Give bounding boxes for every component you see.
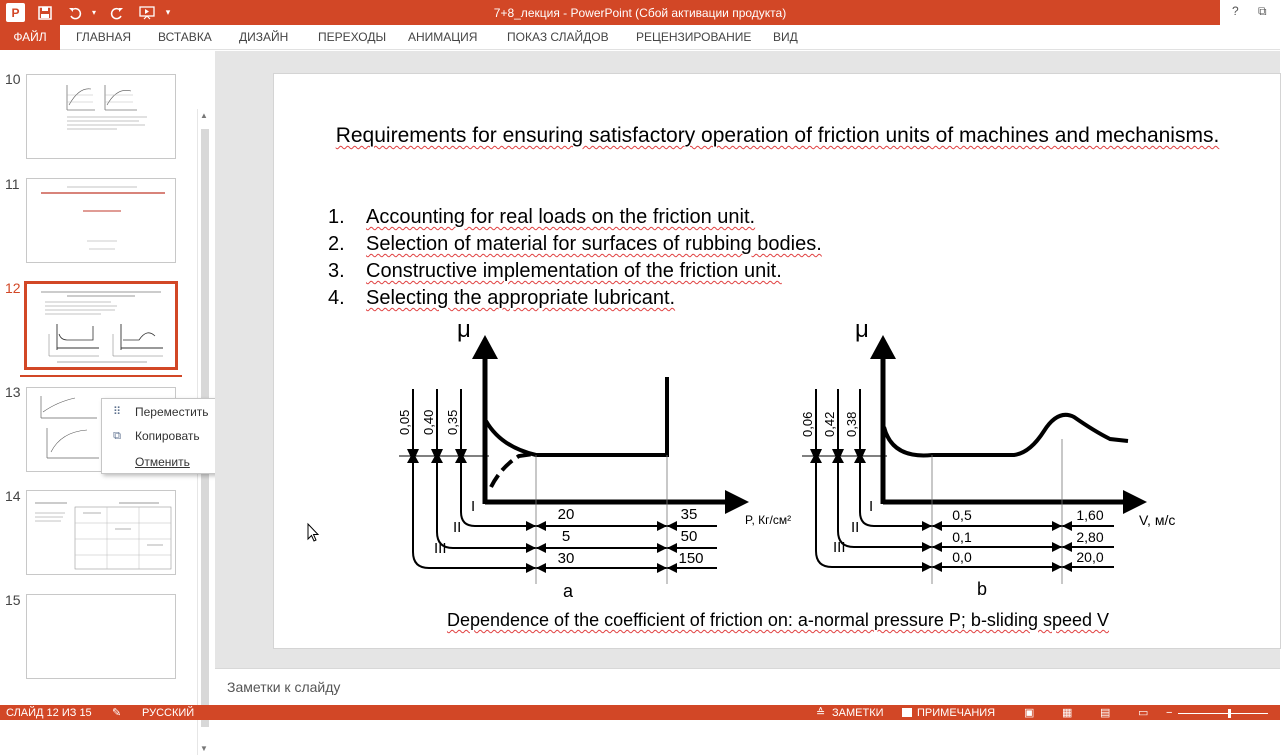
notes-pane[interactable] xyxy=(215,668,1280,705)
slide-number-selected: 12 xyxy=(5,280,21,296)
y-axis-label: μ xyxy=(855,316,869,343)
range-value: 0,1 xyxy=(952,529,972,545)
list-item: 4. Selecting the appropriate lubricant. xyxy=(328,287,676,309)
slide-show-icon[interactable]: ▭ xyxy=(1138,707,1149,719)
tab-animations[interactable]: АНИМАЦИЯ xyxy=(408,30,478,44)
comments-icon[interactable] xyxy=(902,708,912,717)
language-indicator[interactable]: РУССКИЙ xyxy=(142,707,195,719)
figure-caption[interactable]: Dependence of the coefficient of friction on: a-normal pressure P; b-sliding speed V xyxy=(446,610,1110,630)
tab-slide-show[interactable]: ПОКАЗ СЛАЙДОВ xyxy=(507,30,609,44)
status-bar xyxy=(0,705,1280,720)
friction-pressure-diagram[interactable] xyxy=(389,316,792,604)
move-icon: ⠿ xyxy=(112,406,122,418)
help-icon[interactable]: ? xyxy=(1232,4,1239,18)
slide-canvas[interactable] xyxy=(273,73,1281,649)
slide-editor-area xyxy=(215,51,1280,668)
slide-thumbnail-12[interactable] xyxy=(24,281,178,370)
range-value: 1,60 xyxy=(1076,507,1104,523)
slide-thumbnail-14[interactable] xyxy=(26,490,176,575)
window-title: 7+8_лекция - PowerPoint (Сбой активации продукта) xyxy=(493,6,787,20)
powerpoint-logo-icon[interactable]: P xyxy=(6,3,25,22)
zoom-slider-thumb[interactable] xyxy=(1228,709,1231,718)
normal-view-icon[interactable]: ▣ xyxy=(1024,707,1035,719)
tab-view[interactable]: ВИД xyxy=(773,30,798,44)
requirements-list[interactable] xyxy=(328,204,822,312)
zoom-out-icon[interactable]: − xyxy=(1166,707,1173,719)
scroll-up-icon[interactable]: ▲ xyxy=(200,111,208,120)
reading-view-icon[interactable]: ▤ xyxy=(1100,707,1111,719)
curve-label: I xyxy=(471,498,476,515)
y-axis-label: μ xyxy=(457,316,471,343)
curve-value: 0,05 xyxy=(397,409,412,435)
slide-thumbnail-11[interactable] xyxy=(26,178,176,263)
slide-number: 13 xyxy=(5,384,21,400)
range-value: 35 xyxy=(680,506,698,523)
range-value: 0,5 xyxy=(952,507,972,523)
tab-design[interactable]: ДИЗАЙН xyxy=(239,30,289,44)
range-value: 30 xyxy=(557,550,575,567)
curve-value: 0,42 xyxy=(822,411,837,437)
customize-qat-icon[interactable]: ▾ xyxy=(165,7,171,17)
slide-counter: СЛАЙД 12 ИЗ 15 xyxy=(6,707,92,719)
drop-indicator xyxy=(20,375,182,377)
ribbon-display-options-icon[interactable]: ⧉ xyxy=(1258,4,1267,18)
slide-number: 10 xyxy=(5,71,21,87)
curve-label: III xyxy=(434,540,447,557)
range-value: 5 xyxy=(561,528,571,545)
tab-file[interactable]: ФАЙЛ xyxy=(0,25,60,50)
friction-speed-diagram[interactable] xyxy=(792,316,1212,604)
window-controls xyxy=(1220,0,1280,25)
curve-label: II xyxy=(453,519,462,536)
curve-value: 0,06 xyxy=(800,411,815,437)
list-item: 2. Selection of material for surfaces of rubbing bodies. xyxy=(328,233,822,255)
comments-button[interactable]: ПРИМЕЧАНИЯ xyxy=(917,707,996,719)
menu-item-move[interactable]: ⠿ Переместить xyxy=(102,401,230,423)
curve-value: 0,40 xyxy=(421,409,436,435)
notes-button[interactable]: ЗАМЕТКИ xyxy=(832,707,884,719)
tab-home[interactable]: ГЛАВНАЯ xyxy=(76,30,132,44)
menu-item-cancel[interactable]: Отменить xyxy=(135,455,190,469)
spellcheck-icon[interactable]: ✎ xyxy=(112,707,122,719)
slide-thumbnail-10[interactable] xyxy=(26,74,176,159)
zoom-slider[interactable] xyxy=(1178,713,1268,714)
notes-toggle-icon[interactable]: ≙ xyxy=(816,707,826,719)
curve-label: II xyxy=(851,519,860,536)
curve-value: 0,38 xyxy=(844,411,859,437)
slide-sorter-icon[interactable]: ▦ xyxy=(1062,707,1073,719)
range-value: 150 xyxy=(678,550,704,567)
undo-dropdown-icon[interactable]: ▾ xyxy=(91,8,96,17)
figure-label: a xyxy=(562,581,574,601)
mouse-cursor-icon xyxy=(307,523,321,543)
slide-number: 14 xyxy=(5,488,21,504)
tab-transitions[interactable]: ПЕРЕХОДЫ xyxy=(318,30,387,44)
ribbon-tabs xyxy=(0,25,1280,50)
figure-label: b xyxy=(976,579,988,599)
x-axis-label: V, м/с xyxy=(1139,512,1176,528)
range-value: 50 xyxy=(680,528,698,545)
drag-context-menu xyxy=(101,398,231,474)
slide-number: 11 xyxy=(5,176,20,192)
range-value: 0,0 xyxy=(952,549,972,565)
x-axis-label: P, Кг/см² xyxy=(745,513,792,527)
range-value: 20 xyxy=(557,506,575,523)
curve-value: 0,35 xyxy=(445,409,460,435)
slide-thumbnail-15[interactable] xyxy=(26,594,176,679)
list-item: 3. Constructive implementation of the friction unit. xyxy=(328,260,782,282)
copy-icon: ⧉ xyxy=(113,430,121,442)
slide-number: 15 xyxy=(5,592,21,608)
notes-placeholder: Заметки к слайду xyxy=(227,679,341,695)
menu-item-copy[interactable]: ⧉ Копировать xyxy=(102,425,230,447)
tab-insert[interactable]: ВСТАВКА xyxy=(158,30,212,44)
range-value: 20,0 xyxy=(1076,549,1104,565)
scroll-down-icon[interactable]: ▼ xyxy=(200,744,208,753)
range-value: 2,80 xyxy=(1076,529,1104,545)
list-item: 1. Accounting for real loads on the friction unit. xyxy=(328,206,756,228)
slide-title[interactable]: Requirements for ensuring satisfactory operation of friction units of machines and mechanisms. xyxy=(335,124,1220,147)
curve-label: III xyxy=(833,539,846,556)
title-bar xyxy=(0,0,1280,25)
tab-review[interactable]: РЕЦЕНЗИРОВАНИЕ xyxy=(636,30,752,44)
curve-label: I xyxy=(869,498,874,515)
